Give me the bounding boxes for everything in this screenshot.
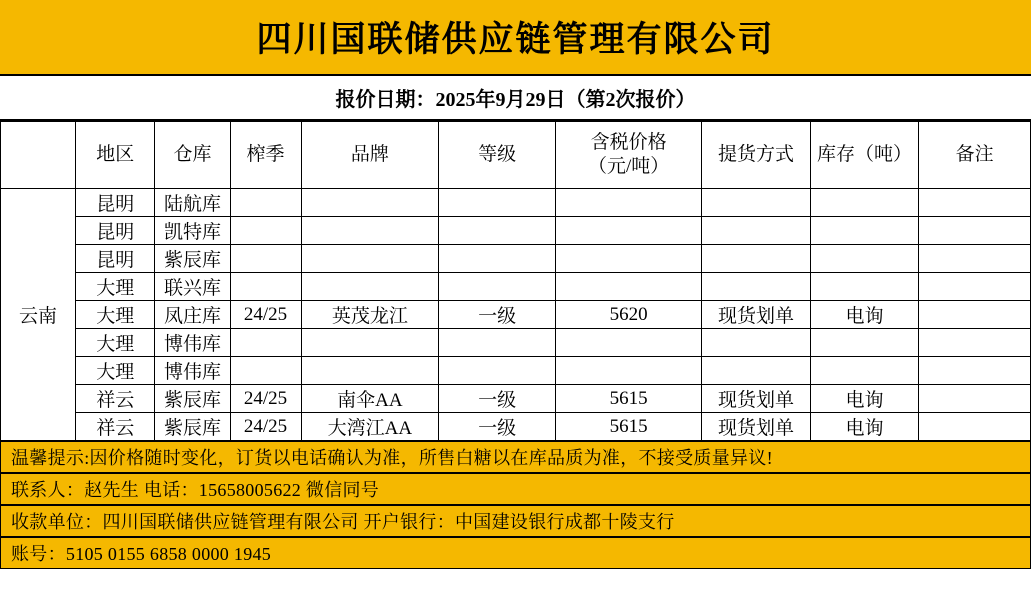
- cell-stock: 电询: [810, 413, 919, 441]
- table-row: [1, 385, 1031, 413]
- col-header-brand: 品牌: [301, 122, 439, 189]
- col-header-stock: 库存（吨）: [810, 122, 919, 189]
- cell-warehouse: 紫辰库: [155, 413, 230, 441]
- col-header-region: [1, 122, 76, 189]
- cell-season: 24/25: [230, 385, 301, 413]
- cell-city: 昆明: [76, 189, 155, 217]
- cell-stock: 电询: [810, 385, 919, 413]
- cell-grade: 一级: [439, 385, 556, 413]
- cell-delivery: [702, 329, 811, 357]
- cell-city: 大理: [76, 329, 155, 357]
- table-header-row: [1, 122, 1031, 189]
- cell-brand: [301, 329, 439, 357]
- cell-grade: [439, 245, 556, 273]
- cell-price: [556, 273, 702, 301]
- col-header-season: 榨季: [230, 122, 301, 189]
- cell-grade: [439, 357, 556, 385]
- cell-warehouse: 博伟库: [155, 357, 230, 385]
- col-header-city: 地区: [76, 122, 155, 189]
- cell-stock: 电询: [810, 301, 919, 329]
- cell-remark: [919, 301, 1031, 329]
- cell-delivery: 现货划单: [702, 385, 811, 413]
- cell-delivery: [702, 217, 811, 245]
- cell-price: [556, 329, 702, 357]
- cell-brand: 大湾江AA: [301, 413, 439, 441]
- cell-stock: [810, 189, 919, 217]
- cell-stock: [810, 245, 919, 273]
- col-header-delivery: 提货方式: [702, 122, 811, 189]
- table-body: [1, 189, 1031, 441]
- cell-city: 昆明: [76, 217, 155, 245]
- price-table: [0, 121, 1031, 441]
- cell-city: 大理: [76, 273, 155, 301]
- cell-grade: 一级: [439, 413, 556, 441]
- cell-stock: [810, 273, 919, 301]
- cell-brand: [301, 245, 439, 273]
- cell-remark: [919, 189, 1031, 217]
- table-row: [1, 217, 1031, 245]
- col-header-remark: 备注: [919, 122, 1031, 189]
- cell-warehouse: 凤庄库: [155, 301, 230, 329]
- table-row: [1, 301, 1031, 329]
- quote-date-bar: [0, 76, 1031, 121]
- cell-brand: 南伞AA: [301, 385, 439, 413]
- cell-brand: [301, 217, 439, 245]
- cell-brand: [301, 189, 439, 217]
- cell-warehouse: 紫辰库: [155, 385, 230, 413]
- notice-text: 温馨提示:因价格随时变化，订货以电话确认为准，所售白糖以在库品质为准，不接受质量异议!: [11, 448, 773, 468]
- cell-warehouse: 紫辰库: [155, 245, 230, 273]
- cell-remark: [919, 413, 1031, 441]
- cell-remark: [919, 385, 1031, 413]
- quote-date-text: 报价日期：2025年9月29日（第2次报价）: [335, 89, 696, 111]
- cell-brand: [301, 357, 439, 385]
- cell-season: [230, 329, 301, 357]
- account-text: 账号：5105 0155 6858 0000 1945: [11, 544, 272, 564]
- account-row: [1, 537, 1030, 569]
- cell-grade: [439, 329, 556, 357]
- cell-city: 祥云: [76, 385, 155, 413]
- bank-row: [1, 505, 1030, 537]
- table-row: [1, 357, 1031, 385]
- cell-grade: [439, 273, 556, 301]
- cell-price: [556, 245, 702, 273]
- cell-delivery: [702, 245, 811, 273]
- table-row: [1, 245, 1031, 273]
- table-row: [1, 273, 1031, 301]
- col-header-price-line1: 含税价格: [590, 132, 667, 154]
- cell-season: [230, 357, 301, 385]
- cell-warehouse: 博伟库: [155, 329, 230, 357]
- cell-price: 5615: [556, 385, 702, 413]
- bank-text: 收款单位：四川国联储供应链管理有限公司 开户银行：中国建设银行成都十陵支行: [11, 512, 675, 532]
- cell-season: 24/25: [230, 413, 301, 441]
- cell-grade: [439, 189, 556, 217]
- cell-remark: [919, 357, 1031, 385]
- cell-city: 昆明: [76, 245, 155, 273]
- cell-city: 大理: [76, 357, 155, 385]
- cell-delivery: 现货划单: [702, 413, 811, 441]
- notice-row: [1, 441, 1030, 473]
- cell-grade: 一级: [439, 301, 556, 329]
- cell-remark: [919, 273, 1031, 301]
- cell-price: [556, 217, 702, 245]
- cell-season: [230, 217, 301, 245]
- cell-season: [230, 273, 301, 301]
- table-row: [1, 413, 1031, 441]
- cell-price: [556, 189, 702, 217]
- cell-season: [230, 245, 301, 273]
- footer-section: [0, 441, 1031, 569]
- cell-stock: [810, 217, 919, 245]
- cell-warehouse: 陆航库: [155, 189, 230, 217]
- page-title: 四川国联储供应链管理有限公司: [256, 20, 775, 59]
- col-header-price: [556, 122, 702, 189]
- cell-city: 祥云: [76, 413, 155, 441]
- contact-text: 联系人：赵先生 电话：15658005622 微信同号: [11, 480, 380, 500]
- cell-delivery: [702, 357, 811, 385]
- col-header-grade: 等级: [439, 122, 556, 189]
- cell-price: 5615: [556, 413, 702, 441]
- cell-price: 5620: [556, 301, 702, 329]
- cell-price: [556, 357, 702, 385]
- table-row: [1, 329, 1031, 357]
- cell-delivery: [702, 189, 811, 217]
- cell-brand: 英茂龙江: [301, 301, 439, 329]
- cell-season: [230, 189, 301, 217]
- cell-warehouse: 凯特库: [155, 217, 230, 245]
- cell-brand: [301, 273, 439, 301]
- company-title-bar: [0, 0, 1031, 76]
- cell-season: 24/25: [230, 301, 301, 329]
- cell-city: 大理: [76, 301, 155, 329]
- cell-stock: [810, 329, 919, 357]
- contact-row: [1, 473, 1030, 505]
- col-header-price-line2: （元/吨）: [588, 156, 670, 177]
- cell-remark: [919, 329, 1031, 357]
- cell-grade: [439, 217, 556, 245]
- cell-delivery: 现货划单: [702, 301, 811, 329]
- cell-delivery: [702, 273, 811, 301]
- cell-stock: [810, 357, 919, 385]
- cell-remark: [919, 245, 1031, 273]
- table-row: [1, 189, 1031, 217]
- cell-remark: [919, 217, 1031, 245]
- cell-warehouse: 联兴库: [155, 273, 230, 301]
- col-header-warehouse: 仓库: [155, 122, 230, 189]
- region-cell-yunnan: 云南: [1, 189, 76, 441]
